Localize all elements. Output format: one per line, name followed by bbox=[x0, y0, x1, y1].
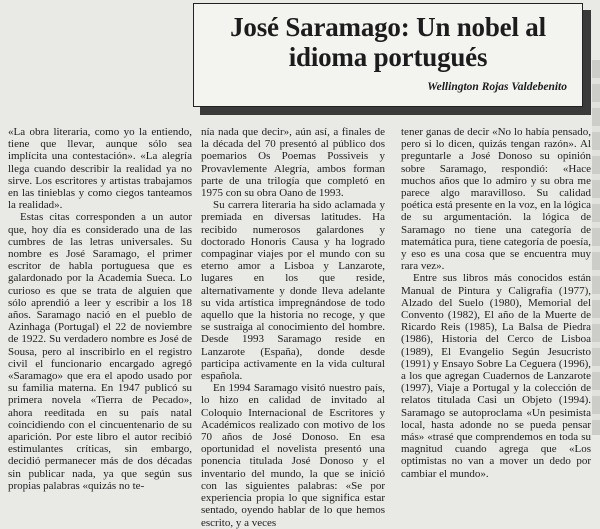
paragraph: Entre sus libros más conocidos están Manual de Pintura y Caligrafía (1977), Alzado del Suelo (1980), Memorial del Convento (1982), El año de la Muerte de Ricardo Reis (1985), La Balsa de Piedra (1986), Historia del Cerco de Lisboa (1989), El Evangelio Según Jesucristo (1991) y Ensayo Sobre La Ceguera (1996), a los que agregan Cuadernos de Lanzarote (1997), Viaje a Portugal y la colección de relatos titulada Casi un Objeto (1994). Saramago se autoproclama «Un pesimista local, hasta adonde no se pueda pensar más» «trasé que comprendemos en toda su magnitud cuando agrega que «Los optimistas no van a mover un dedo por cambiar el mundo». bbox=[401, 272, 591, 480]
paragraph: nía nada que decir», aún así, a finales de la década del 70 presentó al público dos poemarios Os Poemas Possiveis y Provavlemente Alegría, ambos forman parte de una trilogía que completó en 1975 con su obra Oano de 1993. bbox=[201, 126, 385, 200]
paragraph: «La obra literaria, como yo la entiendo, tiene que llevar, aunque sólo sea implícita una contestación». «La alegría llega cuando describir la realidad ya no sirve. Los escritores y artistas trabajamos en las tinieblas y como ciegos tanteamos la realidad». bbox=[8, 126, 192, 212]
paragraph: En 1994 Saramago visitó nuestro país, lo hizo en calidad de invitado al Coloquio Internacional de Escritores y Académicos realizado con motivo de los 70 años de José Donoso. En esa oportunidad el novelista presentó una ponencia titulada José Donoso y el inventario del mundo, la que se inició con las siguientes palabras: «Se por experiencia propia lo que significa estar sentado, oyendo hablar de lo que hemos escrito, y a veces bbox=[201, 382, 385, 529]
article-title: José Saramago: Un nobel al idioma portugués bbox=[230, 12, 546, 72]
paragraph: tener ganas de decir «No lo había pensado, pero si lo dicen, quizás tengan razón». Al preguntarle a José Donoso su opinión sobre Saramago, respondió: «Hace muchos años que lo admiro y su obra me parece algo maravilloso. Su calidad poética está presente en la voz, en la lógica de su argumentación. la lógica de Saramago no tiene una categoría de matemática pura, tiene categoría de poesía, y eso es una cosa que se encuentra muy rara vez». bbox=[401, 126, 591, 273]
paragraph: Su carrera literaria ha sido aclamada y premiada en diversas latitudes. Ha recibido numerosos galardones y doctorado Honoris Causa y ha logrado compaginar viajes por el mundo con su eterno amor a Lisboa y Lanzarote, lugares en los que reside, alternativamente y donde lleva adelante su vida artística impregnándose de todo aquello que la historia no recoge, y que se sustraiga al conocimiento del hombre. Desde 1993 Saramago reside en Lanzarote (España), donde desde participa activamente en la vida cultural española. bbox=[201, 199, 385, 383]
article-column-2 bbox=[201, 126, 385, 529]
article-column-1 bbox=[8, 126, 192, 492]
title-box bbox=[193, 3, 583, 107]
article-byline: Wellington Rojas Valdebenito bbox=[427, 81, 567, 93]
adjacent-page-edge bbox=[592, 60, 600, 435]
article-column-3 bbox=[401, 126, 591, 480]
paragraph: Estas citas corresponden a un autor que, hoy día es considerado una de las cumbres de las letras universales. Su nombre es José Saramago, el primer escritor de habla portuguesa que es galardonado por la Academia Sueca. Lo curioso es que se trata de alguien que sólo aprendió a leer y escribir a los 18 años. Saramago nació en el pueblo de Azinhaga (Portugal) el 22 de noviembre de 1922. Su verdadero nombre es José de Sousa, pero al inscribirlo en el registro civil el funcionario encargado agregó «Saramago» que era el apodo usado por su familia materna. En 1947 publicó su primera novela «Tierra de Pecado», ahora reeditada en su país natal coincidiendo con el cincuentenario de su aparición. Por este libro el autor recibió estimulantes críticas, sin embargo, decidió permanecer más de dos décadas sin publicar nada, ya que según sus propias palabras «quizás no te- bbox=[8, 211, 192, 492]
